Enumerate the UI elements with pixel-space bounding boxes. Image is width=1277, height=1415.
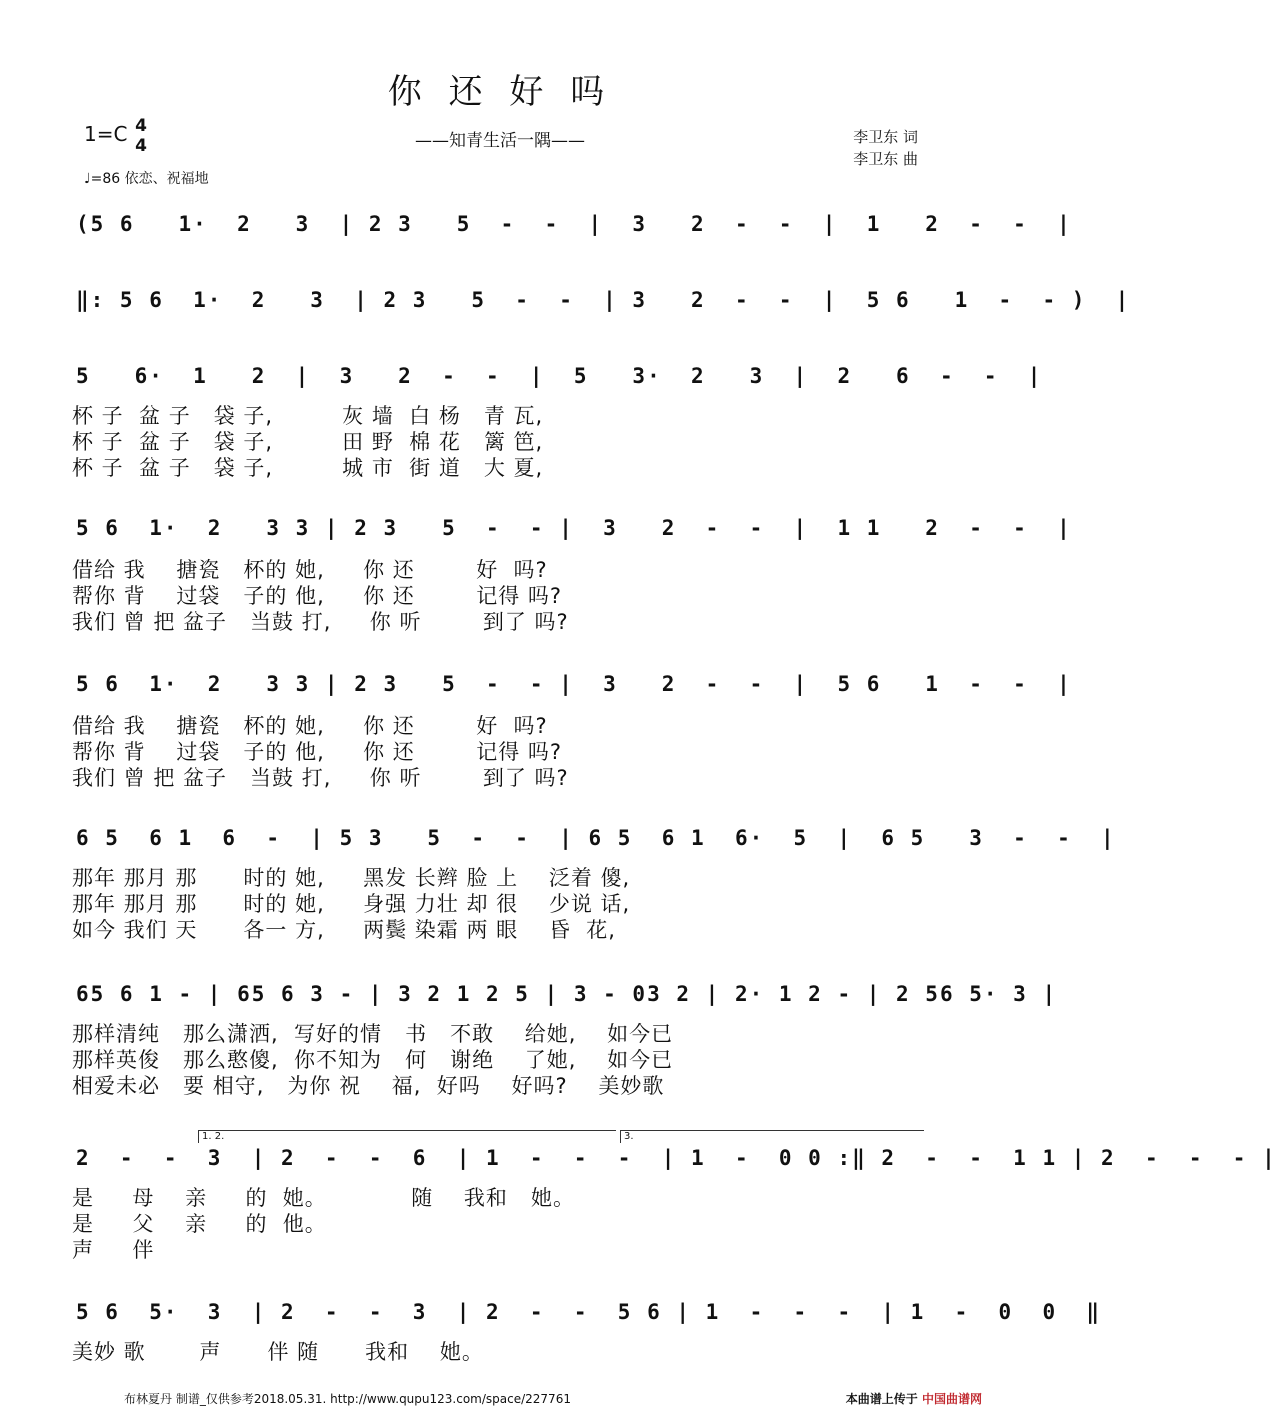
notation-line: 6 5 6 1 6 - | 5 3 5 - - | 6 5 6 1 6· 5 | 6 5 3 - - | — [76, 826, 1116, 850]
lyric-verse-3: 相爱未必 要 相守, 为你 祝 福, 好吗 好吗? 美妙歌 — [72, 1074, 665, 1098]
lyric-verse-1: 是 母 亲 的 她。 随 我和 她。 — [72, 1186, 575, 1210]
lyric-verse-2: 那样英俊 那么憨傻, 你不知为 何 谢绝 了她, 如今已 — [72, 1048, 674, 1072]
lyric-verse-1: 美妙 歌 声 伴 随 我和 她。 — [72, 1340, 484, 1364]
lyric-verse-1: 那样清纯 那么潇洒, 写好的情 书 不敢 给她, 如今已 — [72, 1022, 674, 1046]
lyric-verse-2: 杯 子 盆 子 袋 子, 田 野 棉 花 篱 笆, — [72, 430, 544, 454]
lyric-verse-3: 如今 我们 天 各一 方, 两鬓 染霜 两 眼 昏 花, — [72, 918, 616, 942]
notation-line: (5 6 1· 2 3 | 2 3 5 - - | 3 2 - - | 1 2 - - | — [76, 212, 1072, 236]
key-signature: 1=C — [84, 122, 128, 146]
notation-line: ‖: 5 6 1· 2 3 | 2 3 5 - - | 3 2 - - | 5 6 1 - - ) | — [76, 288, 1131, 312]
time-signature-top: 4 — [135, 116, 147, 136]
footer-upload-note — [846, 1390, 982, 1407]
notation-line: 5 6· 1 2 | 3 2 - - | 5 3· 2 3 | 2 6 - - | — [76, 364, 1043, 388]
notation-line: 5 6 5· 3 | 2 - - 3 | 2 - - 5 6 | 1 - - - | 1 - 0 0 ‖ — [76, 1300, 1102, 1324]
lyric-verse-1: 借给 我 搪瓷 杯的 她, 你 还 好 吗? — [72, 714, 548, 738]
tempo-marking: ♩=86 依恋、祝福地 — [84, 171, 209, 187]
footer-upload-prefix: 本曲谱上传于 — [845, 1392, 918, 1406]
lyric-verse-2: 帮你 背 过袋 子的 他, 你 还 记得 吗? — [72, 584, 563, 608]
footer-credit: 布林夏丹 制谱_仅供参考2018.05.31. http://www.qupu123.com/space/227761 — [124, 1392, 571, 1406]
time-signature-bottom: 4 — [135, 136, 147, 156]
page-subtitle: ——知青生活一隅—— — [415, 131, 585, 151]
lyric-verse-2: 是 父 亲 的 他。 — [72, 1212, 327, 1236]
lyric-verse-3: 我们 曾 把 盆子 当鼓 打, 你 听 到了 吗? — [72, 610, 569, 634]
lyric-verse-1: 杯 子 盆 子 袋 子, 灰 墙 白 杨 青 瓦, — [72, 404, 544, 428]
volta-bracket-3: 3. — [620, 1130, 924, 1143]
lyric-verse-3: 杯 子 盆 子 袋 子, 城 市 街 道 大 夏, — [72, 456, 544, 480]
page-title: 你 还 好 吗 — [387, 72, 613, 112]
lyric-verse-3: 我们 曾 把 盆子 当鼓 打, 你 听 到了 吗? — [72, 766, 569, 790]
lyric-verse-2: 帮你 背 过袋 子的 他, 你 还 记得 吗? — [72, 740, 563, 764]
composer-credit: 李卫东 曲 — [853, 150, 918, 168]
notation-line: 5 6 1· 2 3 3 | 2 3 5 - - | 3 2 - - | 1 1 2 - - | — [76, 516, 1072, 540]
notation-line: 65 6 1 - | 65 6 3 - | 3 2 1 2 5 | 3 - 03 2 | 2· 1 2 - | 2 56 5· 3 | — [76, 982, 1058, 1006]
lyric-verse-1: 借给 我 搪瓷 杯的 她, 你 还 好 吗? — [72, 558, 548, 582]
site-logo[interactable]: 中国曲谱网 — [921, 1392, 982, 1406]
notation-line: 2 - - 3 | 2 - - 6 | 1 - - - | 1 - 0 0 :‖ 2 - - 1 1 | 2 - - - | — [76, 1146, 1277, 1170]
volta-bracket-1-2: 1. 2. — [198, 1130, 616, 1143]
time-signature — [130, 116, 152, 156]
notation-line: 5 6 1· 2 3 3 | 2 3 5 - - | 3 2 - - | 5 6 1 - - | — [76, 672, 1072, 696]
lyricist-credit: 李卫东 词 — [853, 128, 918, 146]
lyric-verse-2: 那年 那月 那 时的 她, 身强 力壮 却 很 少说 话, — [72, 892, 631, 916]
lyric-verse-3: 声 伴 — [72, 1238, 155, 1262]
lyric-verse-1: 那年 那月 那 时的 她, 黑发 长辫 脸 上 泛着 傻, — [72, 866, 631, 890]
